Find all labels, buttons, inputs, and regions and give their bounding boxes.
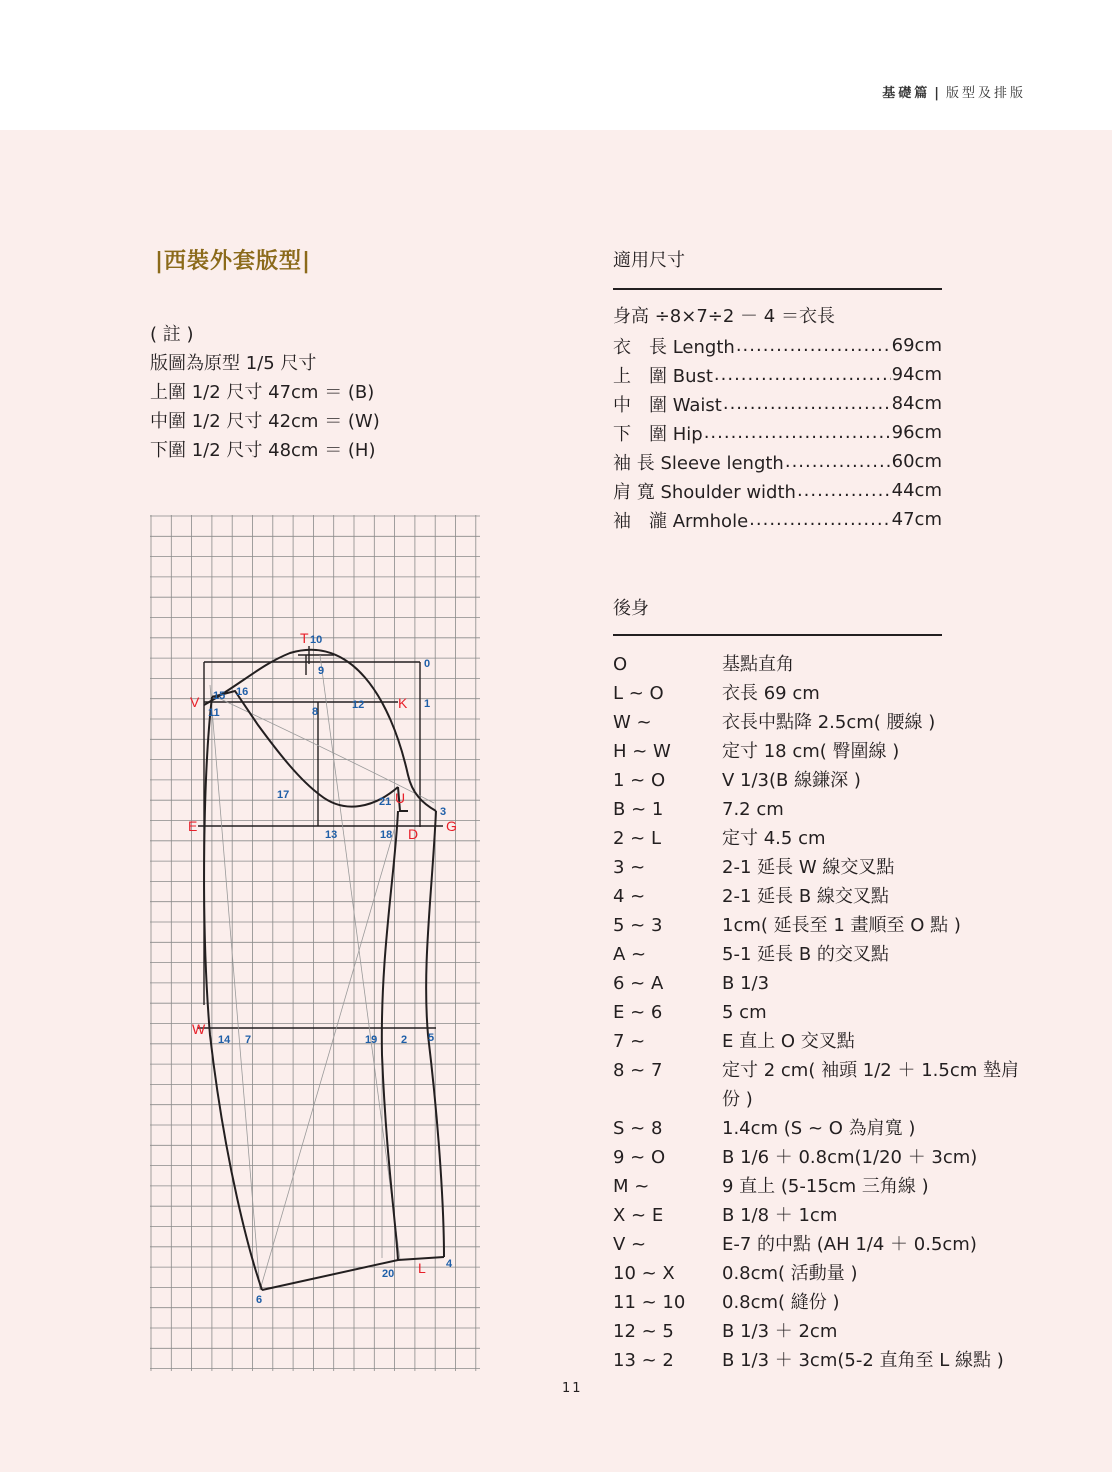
back-row [613,1317,1033,1346]
size-value: 94cm [891,364,942,385]
back-value: 5-1 延長 B 的交叉點 [722,944,889,965]
back-key: 3 ~ [613,857,646,878]
back-key: H ~ W [613,741,671,762]
page-number: 11 [562,1381,583,1396]
back-key: X ~ E [613,1205,664,1226]
back-value: 2-1 延長 W 線交叉點 [722,857,895,878]
size-value: 96cm [891,422,942,443]
leader-dots [749,509,891,530]
size-value: 84cm [891,393,942,414]
guide-line [260,827,395,1290]
back-key: L ~ O [613,683,664,704]
point-label-11: 11 [208,707,220,719]
point-label-3: 3 [440,806,447,818]
back-row [613,1143,1033,1172]
back-key: 8 ~ 7 [613,1060,663,1081]
point-label-20: 20 [382,1268,395,1280]
notes-block [150,320,380,465]
back-key: 4 ~ [613,886,646,907]
point-label-15: 15 [213,690,226,702]
leader-dots [797,480,891,501]
back-value: 定寸 4.5 cm [722,828,826,849]
back-heading: 後身 [613,598,649,619]
back-key: O [613,654,628,675]
point-label-t: T [300,630,309,646]
back-row [613,1259,1033,1288]
back-row [613,940,1033,969]
size-label: 中 圍 Waist [613,394,722,416]
back-value: 基點直角 [722,654,794,675]
thin-guides [210,655,434,1290]
leader-dots [723,393,891,414]
size-list [613,331,942,534]
size-row [613,447,942,476]
guide-line [320,655,400,1260]
back-row [613,1027,1033,1056]
point-label-14: 14 [218,1034,231,1046]
back-key: A ~ [613,944,647,965]
header-bar [0,0,1112,130]
note-line: 下圍 1/2 尺寸 48cm ＝ (H) [150,440,376,461]
pattern-outline [204,650,447,1290]
back-value: 5 cm [722,1002,767,1023]
point-label-0: 0 [424,658,431,670]
back-key: 9 ~ O [613,1147,666,1168]
back-value: 1cm( 延長至 1 畫順至 O 點 ) [722,915,961,936]
point-label-l: L [418,1260,426,1276]
back-value: B 1/8 ＋ 1cm [722,1205,838,1226]
size-label: 袖 長 Sleeve length [613,452,784,474]
sizes-rule [613,288,942,290]
back-value: 定寸 2 cm( 袖頭 1/2 ＋ 1.5cm 墊肩份 ) [722,1060,1019,1110]
size-value: 69cm [891,335,942,356]
back-value: 0.8cm( 縫份 ) [722,1292,840,1313]
back-value: 0.8cm( 活動量 ) [722,1263,858,1284]
back-value: 衣長 69 cm [722,683,820,704]
point-label-1: 1 [424,698,431,710]
leader-dots [785,451,891,472]
point-label-d: D [408,826,419,842]
size-label: 上 圍 Bust [613,365,713,387]
back-key: 12 ~ 5 [613,1321,674,1342]
back-value: B 1/3 [722,973,770,994]
back-value: E-7 的中點 (AH 1/4 ＋ 0.5cm) [722,1234,977,1255]
point-label-v: V [190,694,200,710]
point-label-13: 13 [325,829,338,841]
size-value: 47cm [891,509,942,530]
back-key: M ~ [613,1176,650,1197]
back-key: 11 ~ 10 [613,1292,686,1313]
back-value: 衣長中點降 2.5cm( 腰線 ) [722,712,936,733]
back-key: 7 ~ [613,1031,646,1052]
size-row [613,331,942,360]
point-label-w: W [192,1021,206,1037]
back-row [613,708,1033,737]
note-line: ( 註 ) [150,324,194,345]
back-list [613,650,1033,1375]
point-label-19: 19 [365,1034,378,1046]
header-subtitle: 版型及排版 [945,86,1026,101]
leader-dots [714,364,891,385]
page-title: |西裝外套版型| [155,249,312,274]
back-seam [382,811,398,1260]
running-header [882,82,1026,101]
back-key: B ~ 1 [613,799,664,820]
back-row [613,737,1033,766]
back-row [613,969,1033,998]
back-key: E ~ 6 [613,1002,663,1023]
point-label-17: 17 [277,789,290,801]
point-label-16: 16 [236,686,249,698]
point-label-5: 5 [428,1032,435,1044]
back-row [613,679,1033,708]
back-value: E 直上 O 交叉點 [722,1031,855,1052]
size-row [613,418,942,447]
point-label-8: 8 [312,706,319,718]
back-key: 1 ~ O [613,770,666,791]
back-row [613,1114,1033,1143]
back-key: 13 ~ 2 [613,1350,674,1371]
point-label-21: 21 [379,796,392,808]
point-label-g: G [446,818,457,834]
point-label-6: 6 [256,1294,263,1306]
back-key: 6 ~ A [613,973,664,994]
point-label-4: 4 [446,1258,453,1270]
back-value: 定寸 18 cm( 臀圍線 ) [722,741,900,762]
sizes-heading: 適用尺寸 [613,250,685,271]
back-value: B 1/3 ＋ 3cm(5-2 直角至 L 線點 ) [722,1350,1004,1371]
size-row [613,476,942,505]
note-line: 中圍 1/2 尺寸 42cm ＝ (W) [150,411,380,432]
point-label-18: 18 [380,829,393,841]
point-label-7: 7 [245,1034,252,1046]
point-label-k: K [398,695,408,711]
back-row [613,795,1033,824]
point-label-12: 12 [352,699,365,711]
back-value: 9 直上 (5-15cm 三角線 ) [722,1176,929,1197]
back-rule [613,634,942,636]
size-value: 60cm [891,451,942,472]
back-value: 2-1 延長 B 線交叉點 [722,886,889,907]
leader-dots [736,335,891,356]
header-section: 基礎篇 [882,86,931,101]
back-value: B 1/6 ＋ 0.8cm(1/20 ＋ 3cm) [722,1147,978,1168]
back-row [613,998,1033,1027]
size-value: 44cm [891,480,942,501]
point-label-9: 9 [318,665,325,677]
back-value: B 1/3 ＋ 2cm [722,1321,838,1342]
header-separator: | [934,86,942,101]
back-row [613,1201,1033,1230]
size-label: 肩 寬 Shoulder width [613,481,796,503]
back-row [613,853,1033,882]
pattern-diagram [150,515,480,1371]
size-row [613,505,942,534]
back-key: 5 ~ 3 [613,915,663,936]
back-row [613,882,1033,911]
back-key: 10 ~ X [613,1263,675,1284]
back-value: V 1/3(B 線鎌深 ) [722,770,861,791]
leader-dots [704,422,891,443]
point-labels [188,630,457,1306]
back-value: 7.2 cm [722,799,784,820]
size-formula: 身高 ÷8×7÷2 － 4 ＝衣長 [613,306,835,327]
back-row [613,1172,1033,1201]
side-seam-front [204,697,262,1290]
back-key: S ~ 8 [613,1118,663,1139]
size-label: 袖 瀧 Armhole [613,510,749,532]
point-label-e: E [188,818,198,834]
point-label-2: 2 [401,1034,408,1046]
back-row [613,824,1033,853]
back-row [613,766,1033,795]
back-key: W ~ [613,712,652,733]
size-label: 衣 長 Length [613,336,735,358]
note-line: 版圖為原型 1/5 尺寸 [150,353,317,374]
point-label-10: 10 [310,634,323,646]
back-value: 1.4cm (S ~ O 為肩寬 ) [722,1118,916,1139]
back-key: 2 ~ L [613,828,662,849]
back-row [613,1288,1033,1317]
point-label-u: U [395,790,406,806]
back-row [613,1056,1033,1114]
back-row [613,911,1033,940]
back-row [613,650,1033,679]
hem-line [262,1257,444,1290]
back-row [613,1230,1033,1259]
size-row [613,360,942,389]
size-row [613,389,942,418]
back-key: V ~ [613,1234,647,1255]
back-row [613,1346,1033,1375]
note-line: 上圍 1/2 尺寸 47cm ＝ (B) [150,382,375,403]
size-label: 下 圍 Hip [613,423,703,445]
